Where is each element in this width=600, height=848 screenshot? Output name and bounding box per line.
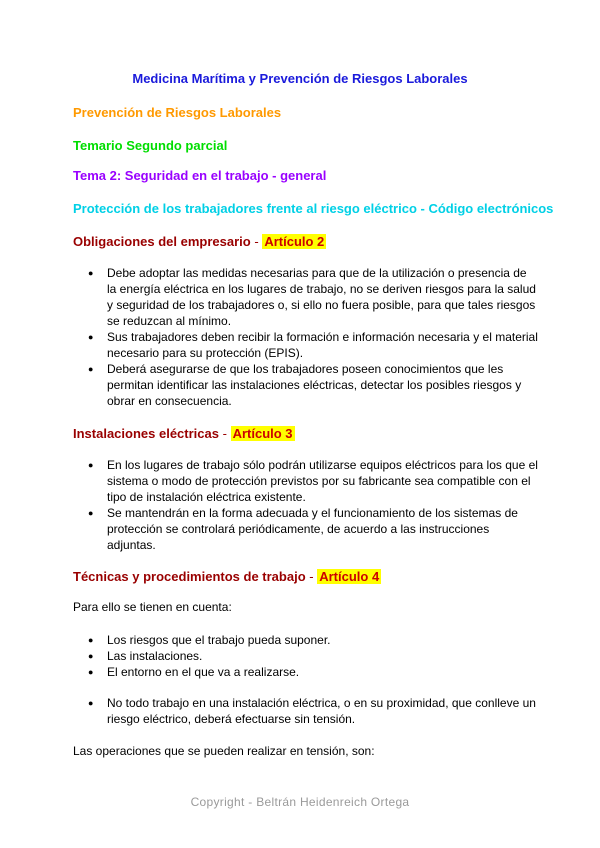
section-heading-tecnicas [73, 569, 381, 584]
list-item: ● Las instalaciones. [88, 648, 538, 664]
list-item: ● No todo trabajo en una instalación eléctrica, o en su proximidad, que conlleve un riesgo eléctrico, deberá efectuarse sin tensión. [88, 695, 538, 727]
subject-heading: Prevención de Riesgos Laborales [73, 105, 282, 120]
separator: - [254, 234, 259, 249]
list-item: ● Se mantendrán en la forma adecuada y el funcionamiento de los sistemas de protección se controlará periódicamente, de acuerdo a las instrucciones adjuntas. [88, 505, 538, 553]
bullet-list-riesgos [88, 632, 538, 680]
bullet-list-instalaciones [88, 457, 538, 553]
section-intro: Para ello se tienen en cuenta: [73, 600, 232, 614]
topic-heading: Tema 2: Seguridad en el trabajo - general [73, 168, 327, 183]
list-item: ● El entorno en el que va a realizarse. [88, 664, 538, 680]
bullet-list-obligaciones [88, 265, 538, 409]
list-item: ● Deberá asegurarse de que los trabajadores poseen conocimientos que les permitan identificar las instalaciones eléctricas, detectar los posibles riesgos y obrar en consecuencia. [88, 361, 538, 409]
list-item: ● Los riesgos que el trabajo pueda suponer. [88, 632, 538, 648]
section-title: Instalaciones eléctricas [73, 426, 219, 441]
separator: - [222, 426, 227, 441]
section-heading-instalaciones [73, 426, 295, 441]
copyright-watermark: Copyright - Beltrán Heidenreich Ortega [190, 795, 410, 809]
list-item: ● Sus trabajadores deben recibir la formación e información necesaria y el material necesario para su protección (EPIS). [88, 329, 538, 361]
list-item: ● Debe adoptar las medidas necesarias para que de la utilización o presencia de la energía eléctrica en los lugares de trabajo, no se deriven riesgos para la salud y seguridad de los trabajadores o, si ello no fuera posible, para que tales riesgos se reduzcan al mínimo. [88, 265, 538, 329]
separator: - [309, 569, 314, 584]
bullet-list-tension [88, 695, 538, 727]
list-item: ● En los lugares de trabajo sólo podrán utilizarse equipos eléctricos para los que el sistema o modo de protección previstos por su fabricante sea compatible con el tipo de instalación eléctrica existente. [88, 457, 538, 505]
document-title: Medicina Marítima y Prevención de Riesgos Laborales [132, 71, 468, 86]
section-heading-obligaciones [73, 234, 326, 249]
section-outro: Las operaciones que se pueden realizar en tensión, son: [73, 744, 375, 758]
section-title: Obligaciones del empresario [73, 234, 251, 249]
section-title: Técnicas y procedimientos de trabajo [73, 569, 306, 584]
subtopic-heading: Protección de los trabajadores frente al riesgo eléctrico - Código electrónicos [73, 201, 554, 216]
article-reference: Artículo 3 [232, 426, 293, 441]
article-reference: Artículo 4 [319, 569, 380, 584]
syllabus-heading: Temario Segundo parcial [73, 138, 228, 153]
article-reference: Artículo 2 [264, 234, 325, 249]
